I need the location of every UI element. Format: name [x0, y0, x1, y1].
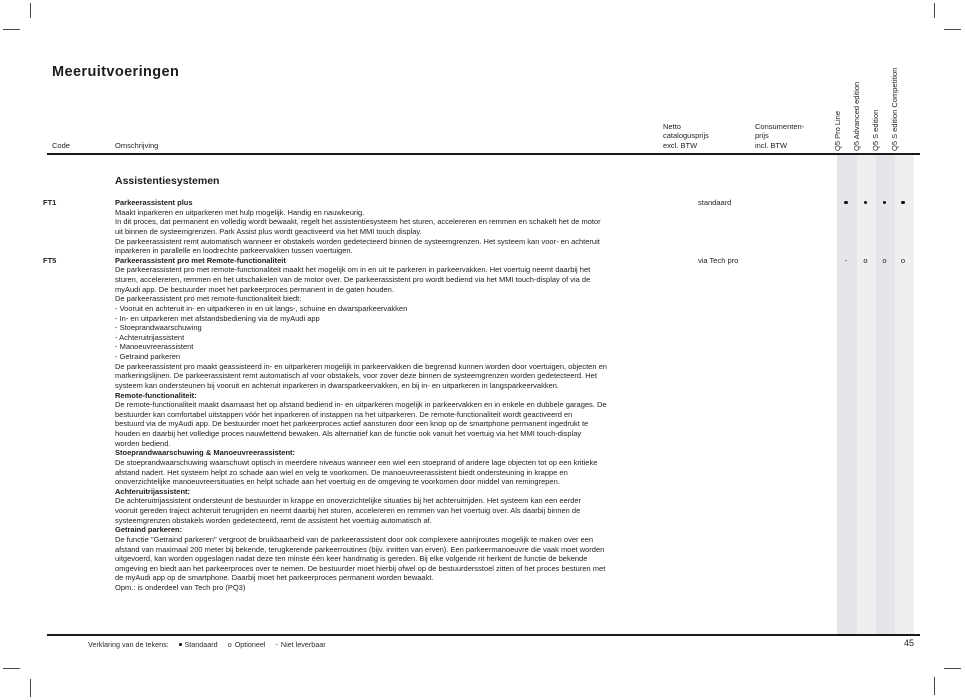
description-line: omgeving en biedt aan het parkeerproces over te nemen. De bestuurder moet hierbij ofwel op de bestuurdersstoel zitten of het proces besturen met [115, 563, 606, 573]
legend-item-label: Niet leverbaar [280, 640, 326, 649]
description-line: sturen, accelereren, remmen en het uitschakelen van de motor over. De parkeerassistent pro wordt bediend via het MMI touch-display of via de [115, 275, 591, 284]
description-line: De parkeerassistent pro maakt geassisteerd in- en uitparkeren mogelijk in parkeervakken die begrensd kunnen worden door voertuigen, objecten en [115, 361, 607, 371]
crop-mark [934, 3, 935, 18]
row-title: Parkeerassistent pro met Remote-functionaliteit [115, 255, 286, 265]
legend-label: Verklaring van de tekens: [88, 640, 169, 649]
row-description [115, 198, 660, 256]
standard-dot-icon [864, 201, 867, 204]
net-price-line: Netto [663, 122, 681, 131]
net-price-line: catalogusprijs [663, 131, 709, 141]
standard-dot-icon [179, 643, 182, 646]
standard-dot-icon [883, 201, 886, 204]
not-available-icon: - [844, 255, 848, 265]
availability-mark [893, 256, 913, 266]
description-line: - Stoeprandwaarschuwing [115, 323, 202, 333]
column-header-code: Code [52, 141, 70, 150]
table-body [0, 198, 965, 593]
row-code: FT5 [43, 255, 57, 265]
optional-icon: o [882, 255, 887, 265]
page-number: 45 [903, 638, 914, 648]
column-header-description: Omschrijving [115, 141, 159, 150]
description-line: onoverzichtelijke manoeuvreersituaties en helpt schade aan het voertuig en de omgeving te voorkomen door middel van remingrepen. [115, 477, 560, 487]
description-line: - Achteruitrijassistent [115, 332, 185, 342]
standard-dot-icon [901, 201, 904, 204]
description-subheading: Achteruitrijassistent: [115, 486, 191, 496]
model-column-header: Q5 S edition [871, 109, 880, 151]
description-line: bestuurd via de myAudi app. De bestuurder moet het parkeerproces actief aansturen door een knop op de smartphone permanent ingedrukt te [115, 419, 589, 429]
availability-mark [875, 256, 895, 266]
row-title: Parkeerassistent plus [115, 198, 193, 207]
description-line: De achteruitrijassistent ondersteunt de bestuurder in krappe en onoverzichtelijke situaties bij het achteruitrijden. Het systeem kan een eerder [115, 496, 582, 506]
description-line: inparkeren in parallelle en loodrechte parkeervakken tussen voertuigen. [115, 246, 353, 256]
consumer-price-line: Consumenten- [755, 122, 805, 131]
description-line: myAudi app. De bestuurder moet het parkeerproces permanent in de gaten houden. [115, 284, 394, 294]
availability-mark [893, 198, 913, 208]
description-line: Maakt inparkeren en uitparkeren met hulp mogelijk. Handig en nauwkeurig. [115, 207, 365, 217]
description-line: De stoeprandwaarschuwing waarschuwt optisch in meerdere niveaus wanneer een wiel een stoeprand of andere lage objecten tot op een kritieke [115, 457, 598, 467]
model-column-header: Q5 Advanced edition [852, 81, 861, 151]
table-row [0, 256, 965, 593]
description-subheading: Stoeprandwaarschuwing & Manoeuvreerassistent: [115, 448, 296, 458]
row-price-note: standaard [698, 198, 732, 207]
description-line: afstand nadert. Het systeem helpt zo schade aan wiel en velg te voorkomen. De manoeuvreerassistent biedt ondersteuning in krappe en [115, 467, 568, 477]
table-header-rule [47, 153, 920, 155]
description-subheading: Remote-functionaliteit: [115, 390, 197, 400]
availability-mark [875, 198, 895, 208]
description-line: - Vooruit en achteruit in- en uitparkeren in en uit langs-, schuine en dwarsparkeervakken [115, 303, 408, 313]
legend-item-label: Standaard [184, 640, 218, 649]
description-line: De functie "Getraind parkeren" vergroot de bruikbaarheid van de parkeerassistent door ook complexere aanrijroutes mogelijk te maken over een [115, 534, 594, 544]
net-price-line: excl. BTW [663, 140, 698, 150]
availability-mark [856, 198, 876, 208]
crop-mark [30, 3, 31, 18]
column-header-net-price [663, 122, 709, 150]
optional-icon: o [227, 640, 232, 649]
crop-mark [944, 29, 961, 30]
legend-item-label: Optioneel [234, 640, 266, 649]
description-line: - Manoeuvreerassistent [115, 342, 194, 352]
description-line: houden en daarbij het volledige proces nauwlettend bewaken. Als alternatief kan de functie ook vanuit het voertuig via het MMI touch-display [115, 429, 582, 438]
consumer-price-line: prijs [755, 131, 769, 141]
availability-mark [836, 198, 856, 208]
legend-symbol [179, 640, 182, 649]
consumer-price-line: incl. BTW [755, 140, 788, 150]
availability-mark [856, 256, 876, 266]
description-line: - Getraind parkeren [115, 352, 181, 361]
optional-icon: o [863, 255, 868, 265]
page-title: Meeruitvoeringen [52, 64, 180, 80]
optional-icon: o [900, 255, 906, 265]
description-line: systeem kan ondersteunen bij vooruit en achteruit inparkeren in dwarsparkeervakken, en bij in- en uitparkeren in langsparkeervakken. [115, 380, 559, 390]
description-line: vooruit gereden traject achteruit terugrijden en neemt daarbij het sturen, accelereren en remmen van het voertuig over. Als daarbij binnen de [115, 506, 581, 515]
description-line: Opm.: is onderdeel van Tech pro (PQ3) [115, 583, 246, 592]
description-line: afstand van maximaal 200 meter bij bekende, terugkerende parkeerroutines (bijv. inritten van erven). Een parkeermanoeuvre die vaak moet worden [115, 544, 605, 554]
availability-mark [836, 256, 856, 266]
crop-mark [3, 29, 20, 30]
row-price-note: via Tech pro [698, 255, 739, 265]
crop-mark [3, 668, 20, 669]
standard-dot-icon [844, 201, 847, 204]
row-code: FT1 [43, 198, 57, 207]
description-line: bestuurder kan comfortabel uitstappen vóór het inparkeren of instappen na het uitparkeren. De remote-functionaliteit wordt geactiveerd en [115, 409, 573, 419]
crop-mark [944, 668, 961, 669]
description-line: de myAudi app op de smartphone. Daarbij moet het parkeerproces permanent worden bewaakt. [115, 573, 434, 583]
description-line: markeringslijnen. De parkeerassistent remt automatisch af voor obstakels, voor zover deze binnen de systeemgrenzen worden gedetecteerd. Het [115, 371, 597, 381]
description-line: worden bediend. [115, 438, 171, 448]
description-line: De remote-functionaliteit maakt daarnaast het op afstand bediend in- en uitparkeren mogelijk in parkeervakken en in enkele en dubbele garages. De [115, 400, 607, 410]
legend-symbol [228, 640, 232, 649]
description-line: De parkeerassistent pro met remote-functionaliteit maakt het mogelijk om in en uit te parkeren in parkeervakken. Het voertuig neemt daarbij het [115, 265, 591, 275]
description-line: In dit proces, dat permanent en volledig wordt bewaakt, regelt het assistentiesysteem het sturen, accelereren en remmen en schakelt het de motor [115, 217, 601, 227]
description-line: - In- en uitparkeren met afstandsbediening via de myAudi app [115, 313, 320, 323]
model-column-header: Q5 Pro Line [832, 110, 842, 151]
description-line: uitgevoerd, kan worden opgeslagen nadat deze ten minste één keer handmatig is gereden. Bij elke volgende rit herkent de functie de bekende [115, 554, 588, 564]
column-header-consumer-price [755, 122, 804, 150]
not-available-icon: - [275, 640, 278, 649]
table-row [0, 198, 965, 256]
description-subheading: Getraind parkeren: [115, 525, 183, 535]
crop-mark [30, 679, 31, 697]
legend-symbol [275, 640, 277, 649]
description-line: systeemgrenzen obstakels worden gedetecteerd, remt de assistent het voertuig automatisch af. [115, 515, 432, 525]
description-line: De parkeerassistent remt automatisch wanneer er obstakels worden gedetecteerd binnen de systeemgrenzen. Het systeem kan voor- en achteruit [115, 236, 600, 246]
model-column-header: Q5 S edition Competition [889, 67, 899, 151]
description-line: De parkeerassistent pro met remote-functionaliteit biedt: [115, 294, 302, 304]
legend [88, 640, 326, 649]
row-description [115, 256, 660, 593]
section-header: Assistentiesystemen [115, 175, 220, 187]
footer-rule [47, 634, 920, 636]
description-line: uit binnen de systeemgrenzen. Park Assist plus wordt geactiveerd via het MMI touch display. [115, 226, 422, 236]
crop-mark [934, 677, 935, 695]
